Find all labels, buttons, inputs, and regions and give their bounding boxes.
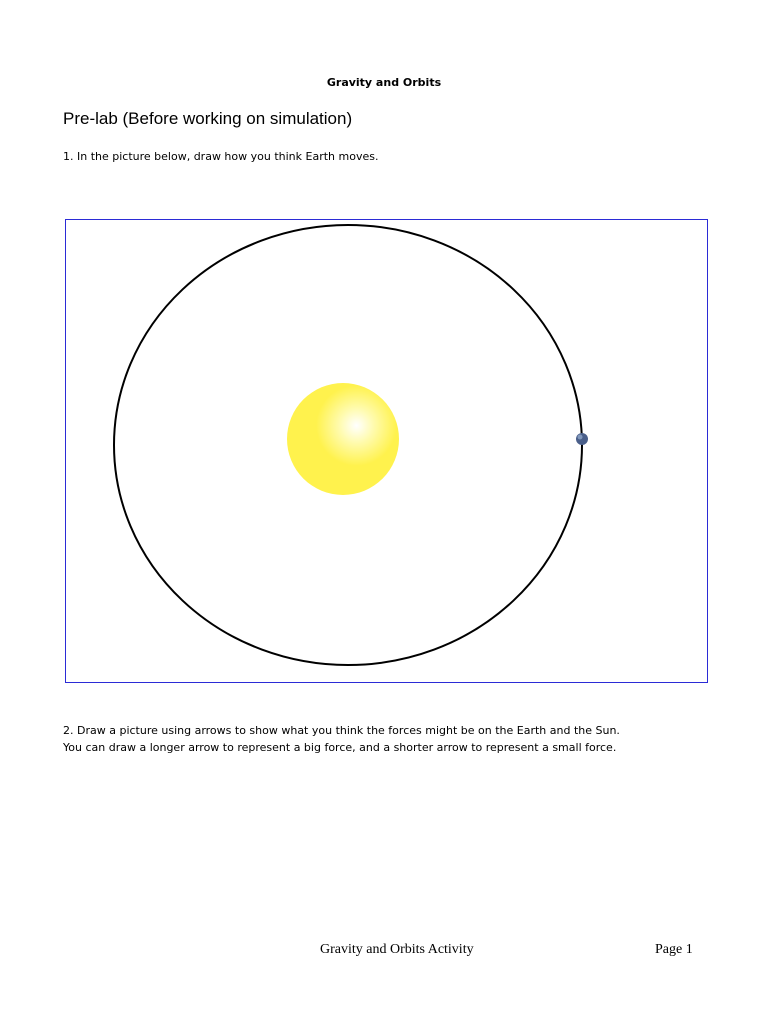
footer-title: Gravity and Orbits Activity [320, 942, 474, 957]
sun [287, 383, 399, 495]
question-1: 1. In the picture below, draw how you think Earth moves. [63, 150, 379, 163]
footer-page-number: Page 1 [655, 942, 693, 957]
document-title: Gravity and Orbits [326, 76, 442, 89]
orbit-diagram [66, 220, 707, 682]
question-2-line-1: 2. Draw a picture using arrows to show what you think the forces might be on the Earth and the Sun. [63, 724, 620, 737]
earth-highlight [578, 435, 583, 440]
earth [576, 433, 588, 445]
section-heading: Pre-lab (Before working on simulation) [63, 109, 353, 128]
question-2-line-2: You can draw a longer arrow to represent a big force, and a shorter arrow to represent a small force. [63, 741, 617, 754]
orbit-figure[interactable] [65, 219, 708, 683]
